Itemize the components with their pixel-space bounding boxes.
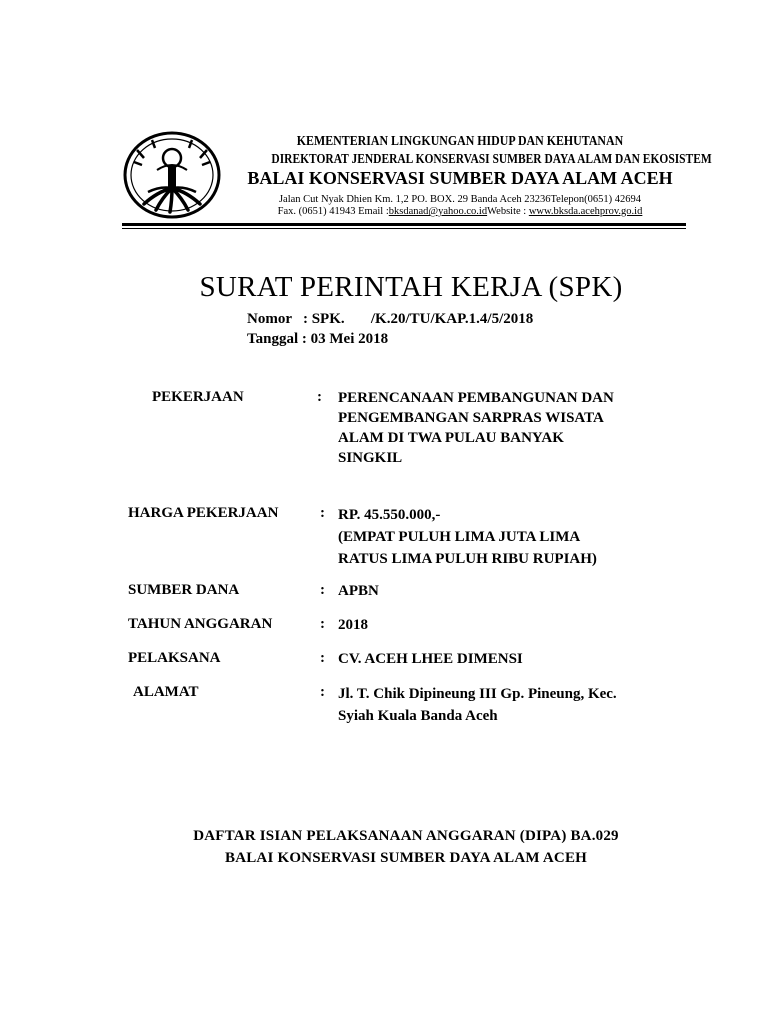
letterhead-address: Jalan Cut Nyak Dhien Km. 1,2 PO. BOX. 29 Banda Aceh 23236Telepon(0651) 42694 [278, 194, 642, 205]
tree-roots-emblem-icon [122, 130, 222, 220]
letterhead-contact [230, 206, 690, 217]
harga-label: HARGA PEKERJAAN [128, 505, 279, 521]
tahun-anggaran-colon: : [320, 616, 325, 632]
letterhead-website-label: Website : [487, 206, 529, 217]
footer-office: BALAI KONSERVASI SUMBER DAYA ALAM ACEH [224, 850, 588, 866]
letterhead-divider-thick [122, 223, 686, 226]
sumber-dana-value: APBN [338, 583, 379, 599]
letterhead-divider-thin [122, 228, 686, 229]
harga-colon: : [320, 505, 325, 521]
pekerjaan-label: PEKERJAAN [152, 389, 244, 405]
letterhead-ministry: KEMENTERIAN LINGKUNGAN HIDUP DAN KEHUTANAN [296, 134, 624, 149]
tahun-anggaran-label: TAHUN ANGGARAN [128, 616, 273, 632]
alamat-label: ALAMAT [133, 684, 199, 700]
tahun-anggaran-value: 2018 [338, 617, 368, 633]
ministry-emblem-logo [122, 130, 222, 220]
pekerjaan-colon: : [317, 389, 322, 405]
pekerjaan-line: PENGEMBANGAN SARPRAS WISATA [338, 410, 604, 426]
harga-value [338, 504, 597, 570]
alamat-line: Jl. T. Chik Dipineung III Gp. Pineung, Kec. [338, 686, 617, 702]
pekerjaan-value [338, 388, 614, 468]
harga-line: RATUS LIMA PULUH RIBU RUPIAH) [338, 551, 597, 567]
letterhead-directorate: DIREKTORAT JENDERAL KONSERVASI SUMBER DAYA ALAM DAN EKOSISTEM [271, 152, 712, 167]
pekerjaan-line: SINGKIL [338, 450, 403, 466]
footer-dipa: DAFTAR ISIAN PELAKSANAAN ANGGARAN (DIPA) BA.029 [193, 828, 619, 844]
sumber-dana-colon: : [320, 582, 325, 598]
pekerjaan-line: PERENCANAAN PEMBANGUNAN DAN [338, 390, 614, 406]
pekerjaan-line: ALAM DI TWA PULAU BANYAK [338, 430, 564, 446]
document-number: Nomor : SPK. /K.20/TU/KAP.1.4/5/2018 [247, 311, 534, 327]
pelaksana-label: PELAKSANA [128, 650, 221, 666]
letterhead-website-link[interactable]: www.bksda.acehprov.go.id [528, 206, 643, 217]
harga-line: RP. 45.550.000,- [338, 507, 441, 523]
alamat-value [338, 683, 617, 727]
letterhead-email-link[interactable]: bksdanad@yahoo.co.id [388, 206, 488, 217]
document-date: Tanggal : 03 Mei 2018 [247, 331, 389, 347]
letterhead-fax: Fax. (0651) 41943 Email : [277, 206, 389, 217]
alamat-line: Syiah Kuala Banda Aceh [338, 708, 498, 724]
harga-line: (EMPAT PULUH LIMA JUTA LIMA [338, 529, 581, 545]
alamat-colon: : [320, 684, 325, 700]
document-title: SURAT PERINTAH KERJA (SPK) [199, 271, 623, 303]
pelaksana-colon: : [320, 650, 325, 666]
pelaksana-value: CV. ACEH LHEE DIMENSI [338, 651, 523, 667]
sumber-dana-label: SUMBER DANA [128, 582, 240, 598]
letterhead-office: BALAI KONSERVASI SUMBER DAYA ALAM ACEH [247, 168, 673, 188]
